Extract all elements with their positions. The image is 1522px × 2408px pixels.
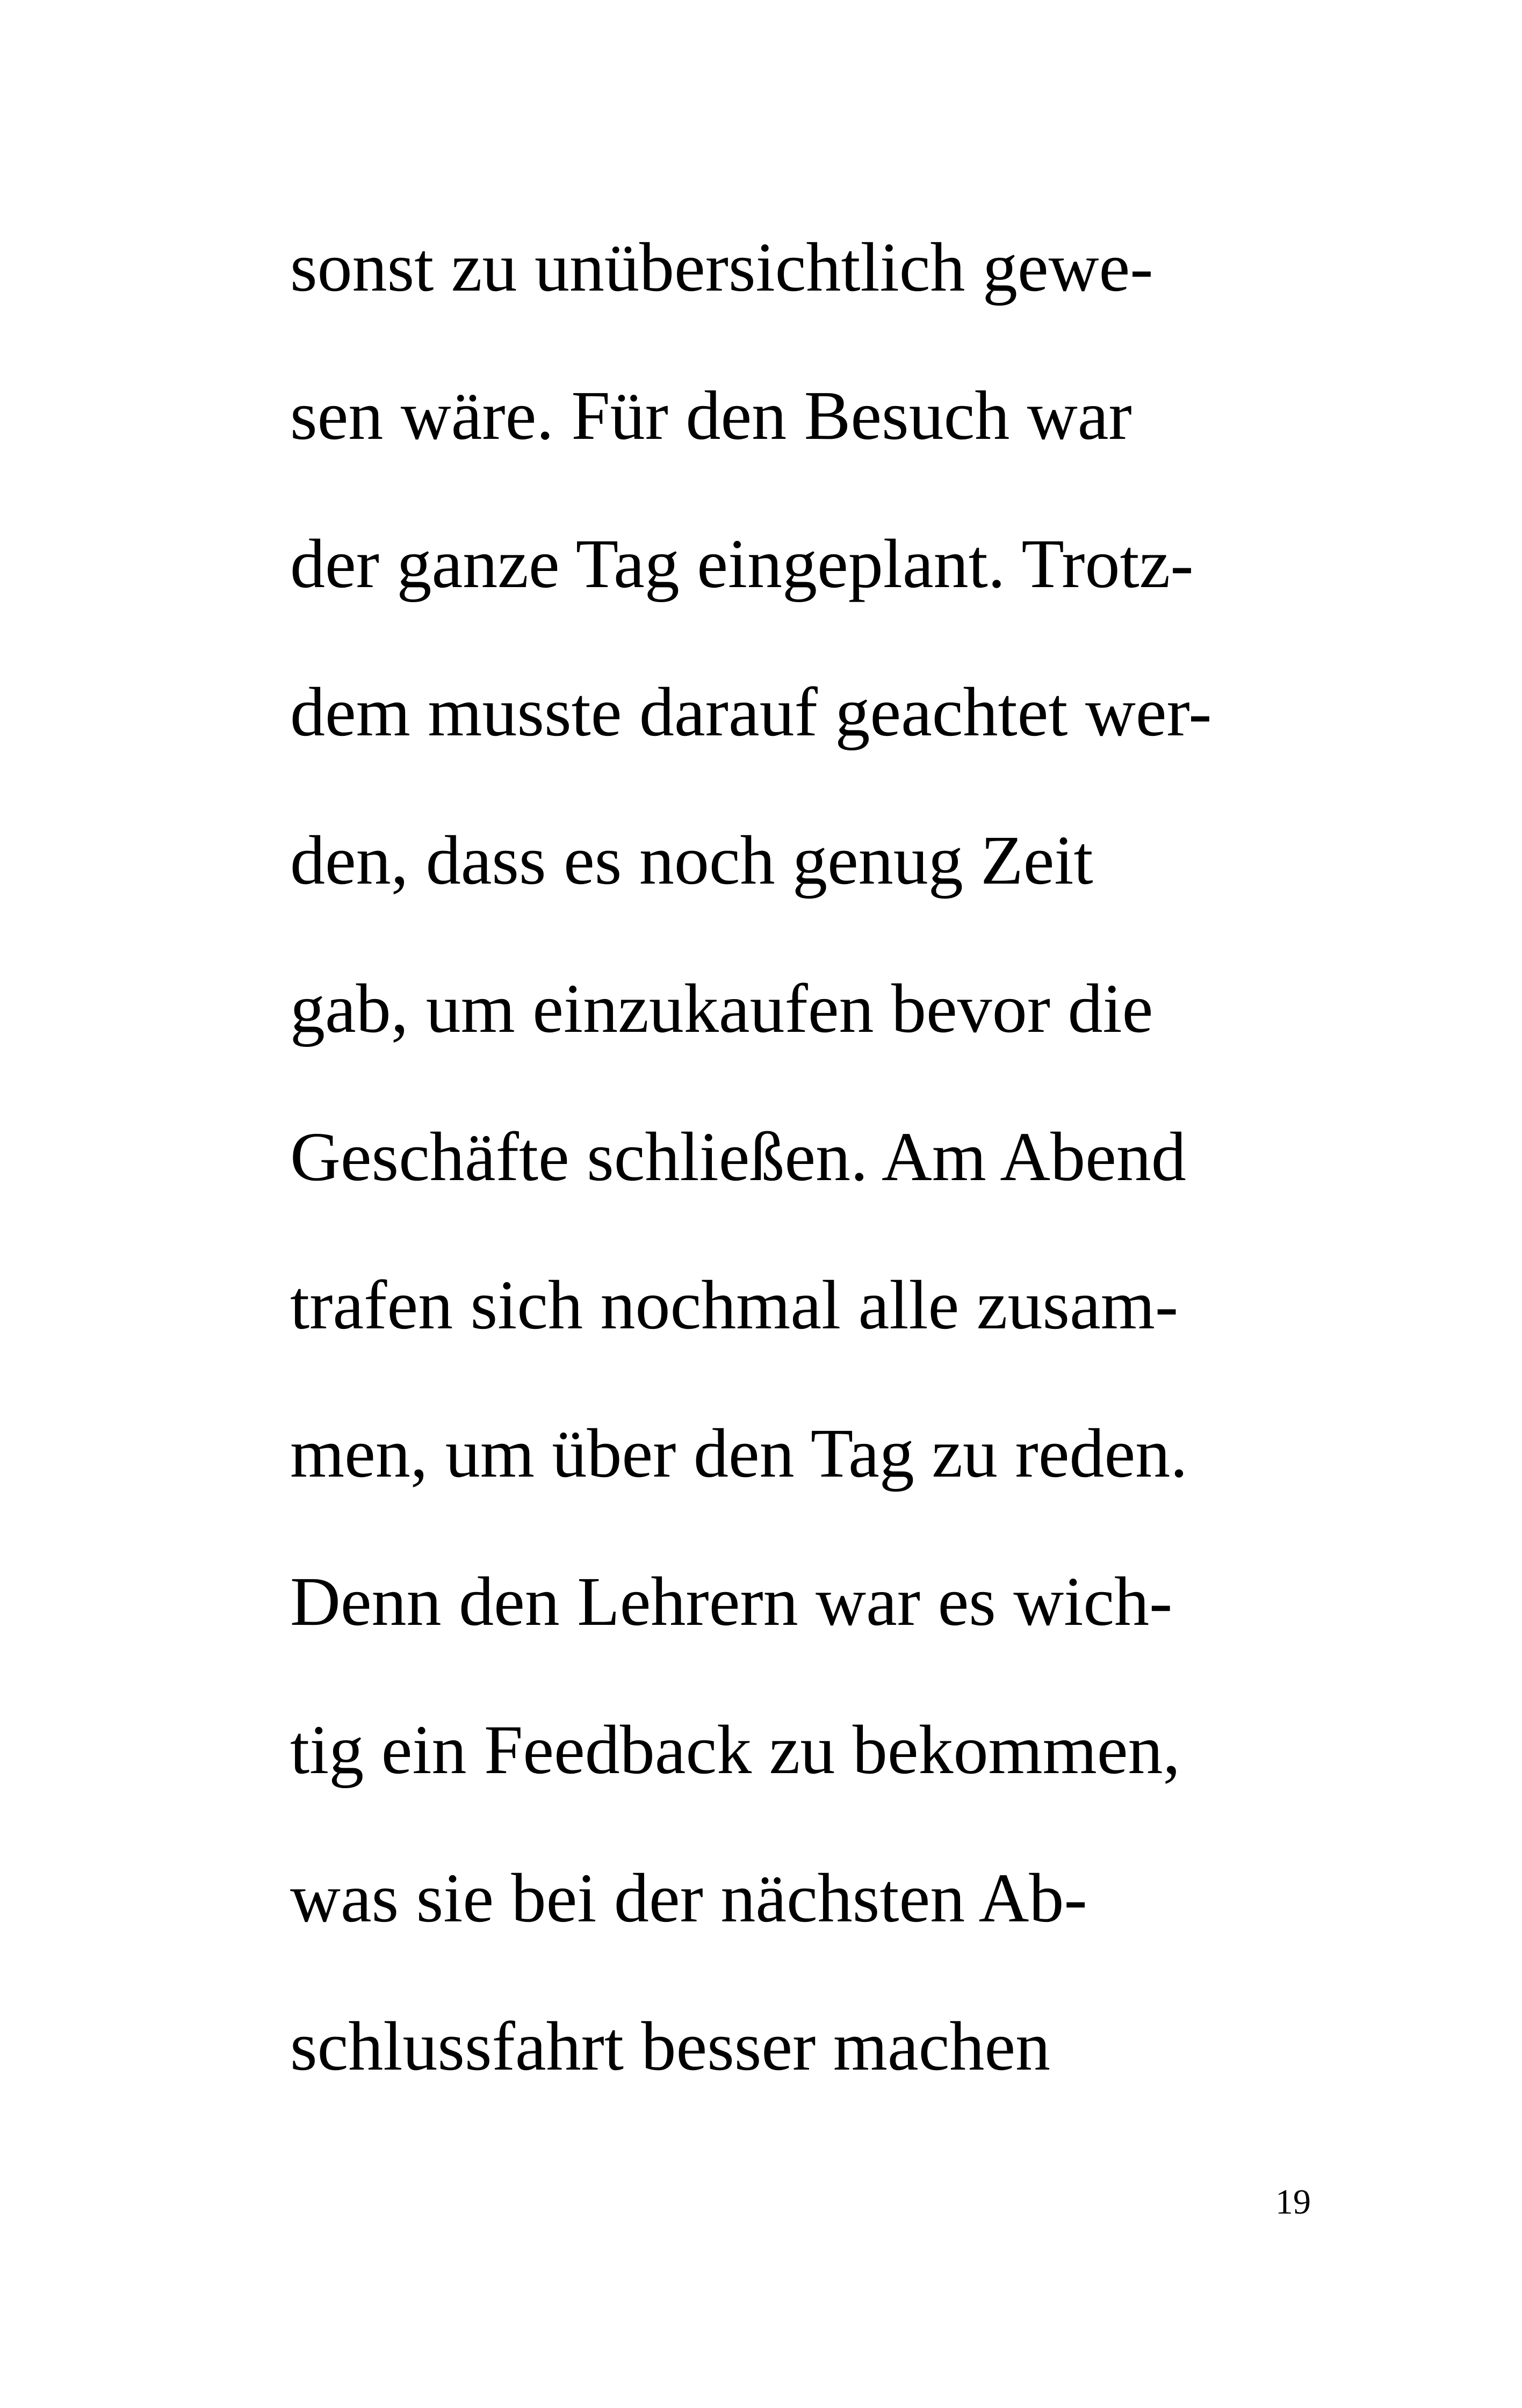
text-line: trafen sich nochmal alle zusam-	[290, 1267, 1179, 1344]
text-line: schlussfahrt besser machen	[290, 2008, 1051, 2085]
body-text	[290, 193, 1311, 2121]
text-line: sonst zu unübersichtlich gewe-	[290, 229, 1153, 306]
text-line: men, um über den Tag zu reden.	[290, 1415, 1188, 1492]
text-line: den, dass es noch genug Zeit	[290, 822, 1093, 899]
text-line: dem musste darauf geachtet wer-	[290, 674, 1212, 751]
text-line: tig ein Feedback zu bekommen,	[290, 1711, 1180, 1789]
page-number: 19	[1275, 2182, 1311, 2222]
text-line: gab, um einzukaufen bevor die	[290, 970, 1153, 1047]
text-line: Denn den Lehrern war es wich-	[290, 1563, 1173, 1640]
text-line: sen wäre. Für den Besuch war	[290, 377, 1132, 454]
text-line: Geschäfte schließen. Am Abend	[290, 1118, 1186, 1196]
text-line: was sie bei der nächsten Ab-	[290, 1860, 1087, 1937]
text-line: der ganze Tag eingeplant. Trotz-	[290, 525, 1194, 603]
